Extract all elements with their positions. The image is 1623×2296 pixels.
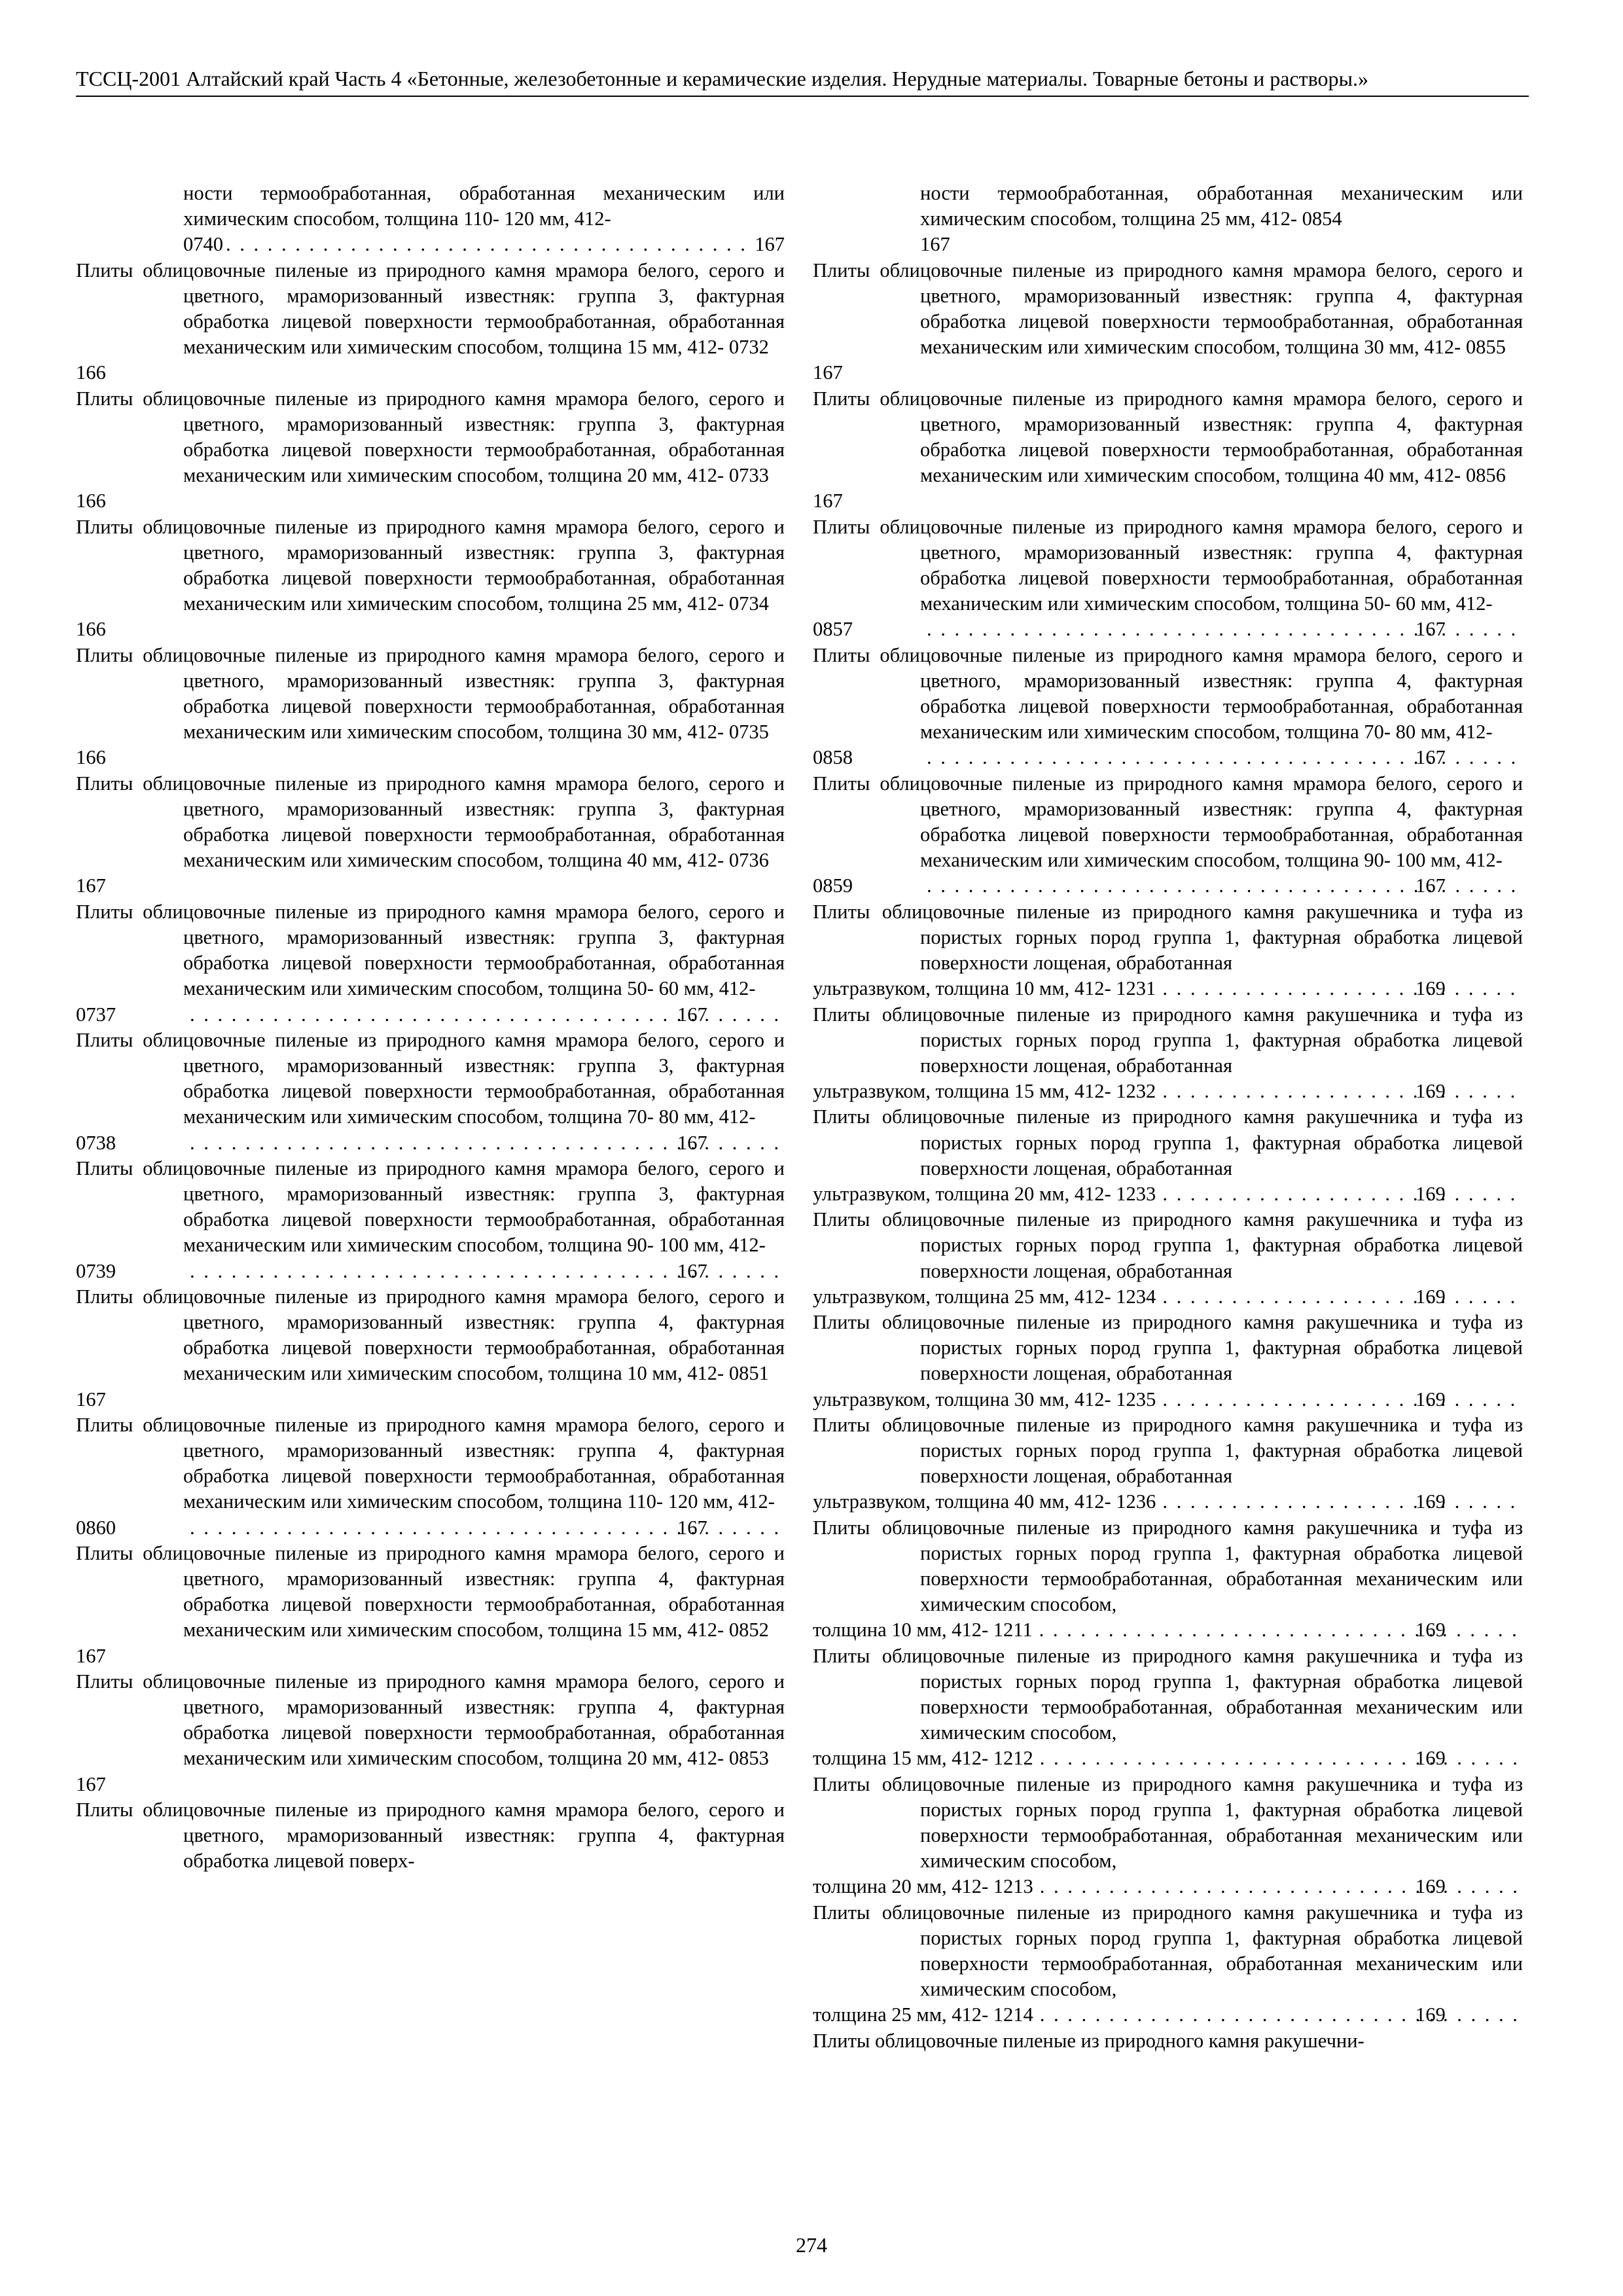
entry-head: Плиты [813,900,870,923]
entry-head: Плиты [813,1003,870,1026]
entry-code: ультразвуком, толщина 40 мм, 412- 1236 [813,1490,1156,1513]
entry-head: Плиты [813,1901,870,1924]
entry-code: ультразвуком, толщина 30 мм, 412- 1235 [813,1388,1156,1410]
entry-code: ультразвуком, толщина 25 мм, 412- 1234 [813,1285,1156,1308]
leader-dots [1156,1489,1523,1515]
entry-text: облицовочные пиленые из природного камня мрамора белого, серого и цветного, мраморизованный известняк: группа 4, фактурная обработка лицевой поверхности термообработанная, обработанная механическим или химическим способом, толщина 15 мм, 412- 0852 [143,1541,785,1641]
entry-text: облицовочные пиленые из природного камня мрамора белого, серого и цветного, мраморизованный известняк: группа 4, фактурная обработка лицевой поверхности термообработанная, обработанная механическим или химическим способом, толщина 40 мм, 412- 0856 [880,387,1523,487]
entry-page: 167 [76,1644,106,1667]
entry-text: облицовочные пиленые из природного камня ракушечника и туфа из пористых горных пород группа 1, фактурная обработка лицевой поверхности лощеная, обработанная [882,1310,1524,1385]
entry-head: Плиты [76,387,134,410]
entry-page-line [76,1387,785,1412]
entry-head: Плиты [76,1157,134,1179]
entry-code: ультразвуком, толщина 20 мм, 412- 1233 [813,1182,1156,1205]
entry-tail: ультразвуком, толщина 20 мм, 412- 1233 . . . 169 [920,1181,1523,1207]
index-entry [813,1207,1523,1310]
index-entry [813,1900,1523,2028]
entry-page: 167 [76,874,106,897]
index-entry [76,514,785,643]
entry-tail: ультразвуком, толщина 15 мм, 412- 1232 . . . 169 [920,1079,1523,1104]
entry-text: облицовочные пиленые из природного камня мрамора белого, серого и цветного, мраморизованный известняк: группа 3, фактурная обработка лицевой поверхности термообработанная, обработанная механическим или химическим способом, толщина 90- 100 мм, 412- [143,1157,785,1257]
entry-text: облицовочные пиленые из природного камня ракушечника и туфа из пористых горных пород группа 1, фактурная обработка лицевой поверхности лощеная, обработанная [882,900,1524,975]
entry-code: толщина 15 мм, 412- 1212 [813,1747,1033,1770]
entry-text: облицовочные пиленые из природного камня мрамора белого, серого и цветного, мраморизованный известняк: группа 4, фактурная обработка лицевой поверхности термообработанная, обработанная механическим или химическим способом, толщина 110- 120 мм, 412- [143,1413,785,1513]
entry-page: 166 [76,490,106,512]
index-entry [76,1412,785,1541]
index-entry [76,771,785,899]
index-entry [76,1028,785,1156]
index-entry [813,1643,1523,1772]
entry-head: Плиты [813,259,870,281]
leader-dots [223,232,755,257]
entry-page: 167 [755,233,785,256]
entry-text: облицовочные пиленые из природного камня ракушечника и туфа из пористых горных пород группа 1, фактурная обработка лицевой поверхности лощеная, обработанная [882,1105,1524,1179]
index-column-right [813,181,1523,2054]
index-entry [813,899,1523,1002]
entry-page: 167 [813,490,843,512]
leader-dots [1033,1617,1523,1643]
index-entry [813,386,1523,514]
index-entry [76,181,785,258]
entry-code: толщина 25 мм, 412- 1214 [813,2003,1033,2026]
entry-head: Плиты [813,1413,870,1436]
index-entry [76,1797,785,1874]
entry-head: Плиты [76,1028,134,1051]
entry-text: облицовочные пиленые из природного камня ракушечника и туфа из пористых горных пород группа 1, фактурная обработка лицевой поверхности термообработанная, обработанная механическим или химическим способом, [882,1644,1524,1744]
entry-text: облицовочные пиленые из природного камня ракушечника и туфа из пористых горных пород группа 1, фактурная обработка лицевой поверхности лощеная, обработанная [882,1413,1524,1488]
leader-dots [1156,1284,1523,1310]
entry-head: Плиты [813,1644,870,1667]
entry-page: 167 [76,1388,106,1410]
entry-text: облицовочные пиленые из природного камня мрамора белого, серого и цветного, мраморизованный известняк: группа 4, фактурная обработка лицевой поверх- [143,1798,785,1873]
entry-head: Плиты [813,1310,870,1333]
index-entry [76,899,785,1028]
entry-page-line [76,617,785,642]
entry-text: ности термообработанная, обработанная механическим или химическим способом, толщина 110- 120 мм, 412- [183,182,785,230]
entry-text: ности термообработанная, обработанная механическим или химическим способом, толщина 25 мм, 412- 0854 [920,182,1523,230]
index-entry [813,258,1523,386]
entry-tail: толщина 15 мм, 412- 1212 . . . 169 [920,1746,1523,1771]
entry-head: Плиты [76,1541,134,1564]
entry-head: Плиты [76,1285,134,1308]
entry-page-line [76,1772,785,1797]
entry-head: Плиты [76,1670,134,1693]
index-entry [813,1104,1523,1207]
entry-tail: 0860 . . . 167 [183,1515,785,1541]
entry-tail: 0858 . . . 167 [920,745,1523,770]
leader-dots [1156,1387,1523,1412]
leader-dots [1156,1079,1523,1104]
entry-tail: ультразвуком, толщина 10 мм, 412- 1231 . . . 169 [920,976,1523,1001]
entry-text: облицовочные пиленые из природного камня мрамора белого, серого и цветного, мраморизованный известняк: группа 3, фактурная обработка лицевой поверхности термообработанная, обработанная механическим или химическим способом, толщина 20 мм, 412- 0733 [143,387,785,487]
index-entry [813,514,1523,643]
index-entry [813,1002,1523,1105]
index-entry [813,1772,1523,1900]
entry-code: толщина 20 мм, 412- 1213 [813,1875,1033,1898]
entry-page-line [813,360,1523,386]
entry-text: облицовочные пиленые из природного камня ракушечни- [875,2029,1364,2052]
leader-dots [1033,2002,1523,2028]
entry-text: облицовочные пиленые из природного камня мрамора белого, серого и цветного, мраморизованный известняк: группа 4, фактурная обработка лицевой поверхности термообработанная, обработанная механическим или химическим способом, толщина 20 мм, 412- 0853 [143,1670,785,1770]
entry-text: облицовочные пиленые из природного камня ракушечника и туфа из пористых горных пород группа 1, фактурная обработка лицевой поверхности термообработанная, обработанная механическим или химическим способом, [882,1901,1524,2001]
entry-text: облицовочные пиленые из природного камня мрамора белого, серого и цветного, мраморизованный известняк: группа 4, фактурная обработка лицевой поверхности термообработанная, обработанная механическим или химическим способом, толщина 70- 80 мм, 412- [880,643,1523,744]
entry-tail: 0739 . . . 167 [183,1259,785,1284]
entry-text: облицовочные пиленые из природного камня мрамора белого, серого и цветного, мраморизованный известняк: группа 4, фактурная обработка лицевой поверхности термообработанная, обработанная механическим или химическим способом, толщина 10 мм, 412- 0851 [143,1285,785,1385]
entry-tail: 0859 . . . 167 [920,873,1523,899]
leader-dots [1156,976,1523,1001]
entry-page: 166 [76,618,106,641]
entry-text: облицовочные пиленые из природного камня ракушечника и туфа из пористых горных пород группа 1, фактурная обработка лицевой поверхности термообработанная, обработанная механическим или химическим способом, [882,1772,1524,1873]
entry-head: Плиты [76,1798,134,1821]
index-entry [813,2028,1523,2054]
index-entry [813,1412,1523,1515]
entry-page: 167 [76,1772,106,1795]
entry-text: облицовочные пиленые из природного камня мрамора белого, серого и цветного, мраморизованный известняк: группа 4, фактурная обработка лицевой поверхности термообработанная, обработанная механическим или химическим способом, толщина 50- 60 мм, 412- [880,515,1523,615]
entry-tail: ультразвуком, толщина 25 мм, 412- 1234 . . . 169 [920,1284,1523,1310]
entry-head: Плиты [76,772,134,795]
entry-head: Плиты [813,1516,870,1539]
page-number: 274 [796,2233,827,2257]
entry-page-line [76,488,785,514]
entry-text: облицовочные пиленые из природного камня мрамора белого, серого и цветного, мраморизованный известняк: группа 4, фактурная обработка лицевой поверхности термообработанная, обработанная механическим или химическим способом, толщина 90- 100 мм, 412- [880,772,1523,872]
entry-head: Плиты [813,1208,870,1231]
leader-dots [1033,1746,1523,1771]
entry-text: облицовочные пиленые из природного камня мрамора белого, серого и цветного, мраморизованный известняк: группа 3, фактурная обработка лицевой поверхности термообработанная, обработанная механическим или химическим способом, толщина 70- 80 мм, 412- [143,1028,785,1128]
entry-head: Плиты [813,1772,870,1795]
entry-tail: толщина 10 мм, 412- 1211 . . . 169 [920,1617,1523,1643]
entry-page: 167 [920,233,950,256]
entry-code: ультразвуком, толщина 15 мм, 412- 1232 [813,1080,1156,1103]
entry-tail [183,232,785,257]
entry-tail: толщина 25 мм, 412- 1214 . . . 169 [920,2002,1523,2028]
index-entry [76,1156,785,1284]
entry-head: Плиты [813,643,870,666]
entry-page: 167 [813,361,843,384]
entry-code: 0740 [183,233,223,256]
entry-page-line [76,873,785,899]
entry-text: облицовочные пиленые из природного камня мрамора белого, серого и цветного, мраморизованный известняк: группа 4, фактурная обработка лицевой поверхности термообработанная, обработанная механическим или химическим способом, толщина 30 мм, 412- 0855 [880,259,1523,359]
index-entry [813,643,1523,771]
header-text: ТССЦ-2001 Алтайский край Часть 4 «Бетонные, железобетонные и керамические изделия. Нерудные материалы. Товарные бетоны и растворы.» [76,67,1368,90]
entry-head: Плиты [76,643,134,666]
entry-tail: 0857 . . . 167 [920,617,1523,642]
entry-text: облицовочные пиленые из природного камня ракушечника и туфа из пористых горных пород группа 1, фактурная обработка лицевой поверхности лощеная, обработанная [882,1003,1524,1077]
entry-tail: 0738 . . . 167 [183,1130,785,1156]
entry-head: Плиты [813,772,870,795]
entry-page-line [76,745,785,770]
entry-head: Плиты [76,900,134,923]
index-entry [76,1284,785,1412]
leader-dots [1033,1874,1523,1899]
entry-tail: ультразвуком, толщина 40 мм, 412- 1236 . . . 169 [920,1489,1523,1515]
entry-text: облицовочные пиленые из природного камня мрамора белого, серого и цветного, мраморизованный известняк: группа 3, фактурная обработка лицевой поверхности термообработанная, обработанная механическим или химическим способом, толщина 30 мм, 412- 0735 [143,643,785,744]
entry-text: облицовочные пиленые из природного камня мрамора белого, серого и цветного, мраморизованный известняк: группа 3, фактурная обработка лицевой поверхности термообработанная, обработанная механическим или химическим способом, толщина 25 мм, 412- 0734 [143,515,785,615]
leader-dots [1156,1181,1523,1207]
entry-page: 166 [76,746,106,769]
entry-page-line [920,232,1523,257]
entry-tail: ультразвуком, толщина 30 мм, 412- 1235 . . . 169 [920,1387,1523,1412]
index-entry [813,181,1523,258]
index-entry [76,1541,785,1669]
entry-head: Плиты [76,259,134,281]
entry-page-line [76,1643,785,1669]
entry-head: Плиты [813,387,870,410]
entry-tail: толщина 20 мм, 412- 1213 . . . 169 [920,1874,1523,1899]
entry-page-line [813,488,1523,514]
entry-page: 166 [76,361,106,384]
entry-head: Плиты [76,515,134,538]
entry-code: толщина 10 мм, 412- 1211 [813,1619,1033,1641]
entry-page-line [76,360,785,386]
entry-text: облицовочные пиленые из природного камня ракушечника и туфа из пористых горных пород группа 1, фактурная обработка лицевой поверхности термообработанная, обработанная механическим или химическим способом, [882,1516,1524,1616]
entry-tail: 0737 . . . 167 [183,1002,785,1028]
entry-text: облицовочные пиленые из природного камня мрамора белого, серого и цветного, мраморизованный известняк: группа 3, фактурная обработка лицевой поверхности термообработанная, обработанная механическим или химическим способом, толщина 15 мм, 412- 0732 [143,259,785,359]
entry-code: ультразвуком, толщина 10 мм, 412- 1231 [813,977,1156,1000]
entry-text: облицовочные пиленые из природного камня мрамора белого, серого и цветного, мраморизованный известняк: группа 3, фактурная обработка лицевой поверхности термообработанная, обработанная механическим или химическим способом, толщина 50- 60 мм, 412- [143,900,785,1000]
entry-head: Плиты [813,515,870,538]
index-entry [813,1515,1523,1643]
index-entry [813,1310,1523,1412]
entry-text: облицовочные пиленые из природного камня ракушечника и туфа из пористых горных пород группа 1, фактурная обработка лицевой поверхности лощеная, обработанная [882,1208,1524,1282]
page-header [76,65,1529,97]
entry-text: облицовочные пиленые из природного камня мрамора белого, серого и цветного, мраморизованный известняк: группа 3, фактурная обработка лицевой поверхности термообработанная, обработанная механическим или химическим способом, толщина 40 мм, 412- 0736 [143,772,785,872]
index-entry [76,643,785,771]
entry-head: Плиты [813,2029,870,2052]
index-column-left [76,181,785,1874]
index-entry [813,771,1523,899]
index-entry [76,258,785,386]
index-entry [76,1669,785,1797]
entry-head: Плиты [76,1413,134,1436]
entry-head: Плиты [813,1105,870,1128]
index-entry [76,386,785,514]
